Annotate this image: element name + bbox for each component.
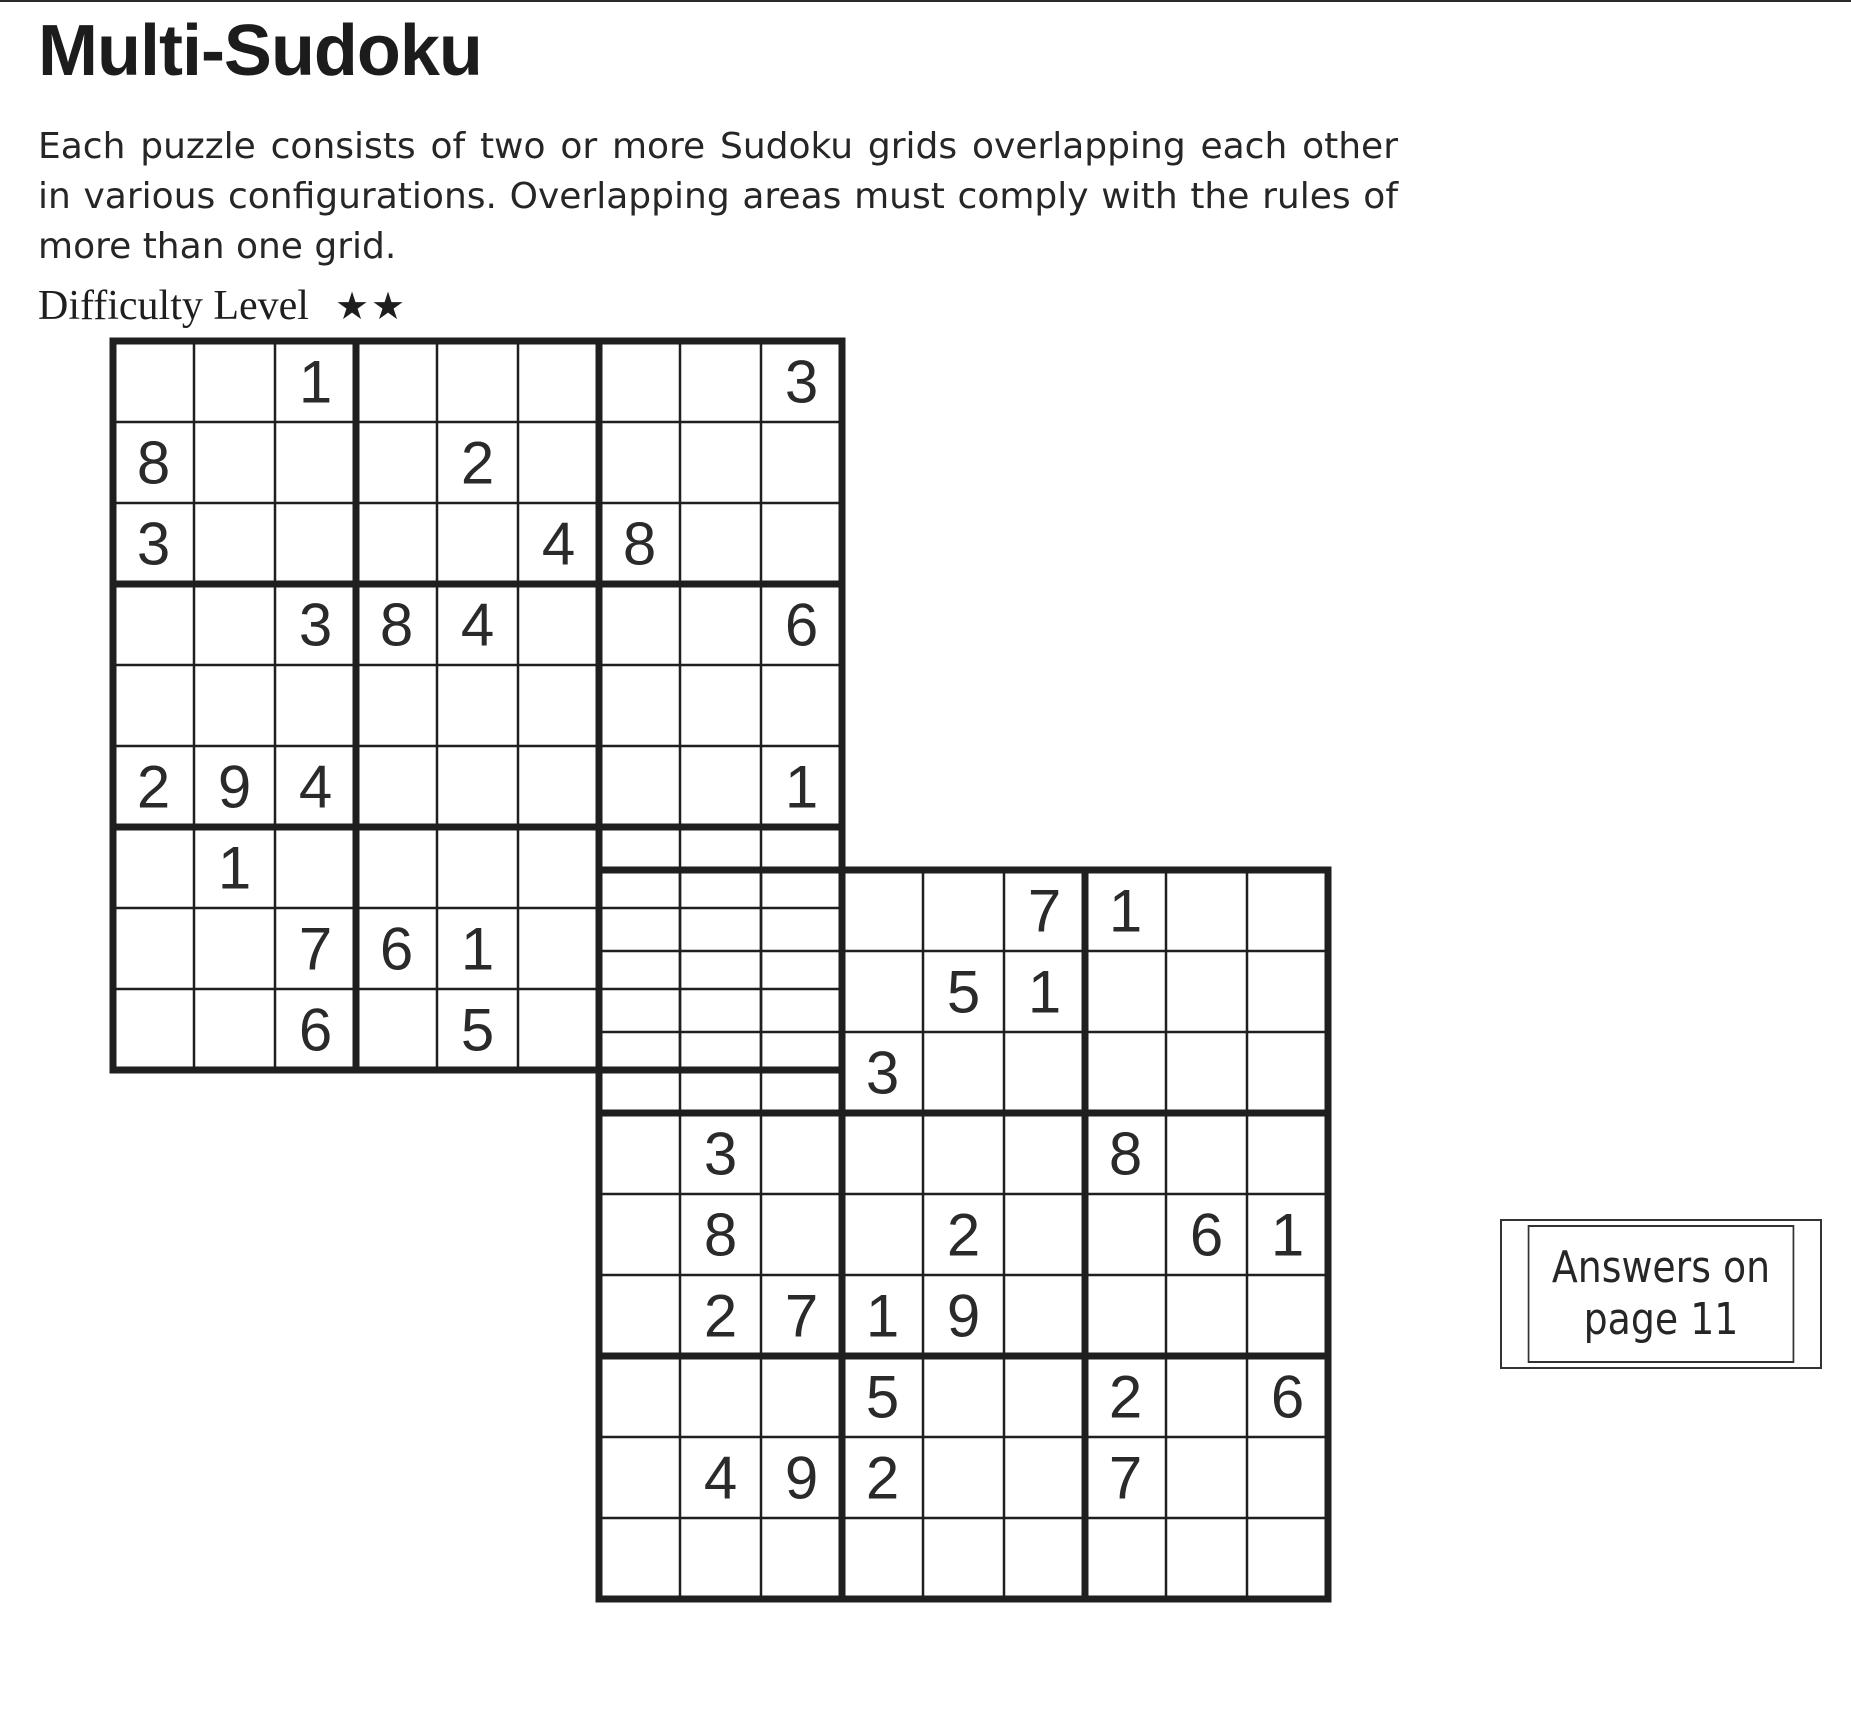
cell-given-digit: 9 bbox=[217, 753, 252, 821]
cell-given-digit: 2 bbox=[865, 1444, 900, 1512]
cell-given-digit: 7 bbox=[1108, 1444, 1143, 1512]
sudoku-grid-bottom-right bbox=[599, 870, 1328, 1599]
sudoku-grid-top-left bbox=[113, 341, 842, 1070]
cell-given-digit: 2 bbox=[136, 753, 171, 821]
cell-given-digit: 4 bbox=[298, 753, 333, 821]
cell-given-digit: 1 bbox=[1270, 1201, 1305, 1269]
cell-given-digit: 1 bbox=[865, 1282, 900, 1350]
cell-given-digit: 4 bbox=[541, 510, 576, 578]
cell-given-digit: 2 bbox=[703, 1282, 738, 1350]
cell-given-digit: 3 bbox=[703, 1120, 738, 1188]
cell-given-digit: 1 bbox=[298, 348, 333, 416]
cell-given-digit: 3 bbox=[298, 591, 333, 659]
cell-given-digit: 7 bbox=[298, 915, 333, 983]
page-title: Multi-Sudoku bbox=[38, 11, 482, 91]
answers-note bbox=[1500, 1219, 1822, 1369]
cell-given-digit: 3 bbox=[136, 510, 171, 578]
cell-given-digit: 9 bbox=[784, 1444, 819, 1512]
cell-given-digit: 2 bbox=[460, 429, 495, 497]
cell-given-digit: 4 bbox=[703, 1444, 738, 1512]
cell-given-digit: 6 bbox=[379, 915, 414, 983]
cell-given-digit: 2 bbox=[946, 1201, 981, 1269]
cell-given-digit: 1 bbox=[784, 753, 819, 821]
cell-given-digit: 6 bbox=[298, 996, 333, 1064]
cell-given-digit: 6 bbox=[1270, 1363, 1305, 1431]
answers-note-line2: page 11 bbox=[1583, 1294, 1739, 1345]
cell-given-digit: 1 bbox=[1027, 958, 1062, 1026]
cell-given-digit: 7 bbox=[1027, 877, 1062, 945]
cell-given-digit: 5 bbox=[946, 958, 981, 1026]
cell-given-digit: 1 bbox=[217, 834, 252, 902]
cell-given-digit: 4 bbox=[460, 591, 495, 659]
cell-given-digit: 6 bbox=[1189, 1201, 1224, 1269]
cell-given-digit: 2 bbox=[1108, 1363, 1143, 1431]
cell-given-digit: 5 bbox=[460, 996, 495, 1064]
cell-given-digit: 6 bbox=[784, 591, 819, 659]
cell-given-digit: 5 bbox=[865, 1363, 900, 1431]
cell-given-digit: 8 bbox=[1108, 1120, 1143, 1188]
cell-given-digit: 8 bbox=[622, 510, 657, 578]
cell-given-digit: 3 bbox=[784, 348, 819, 416]
cell-given-digit: 7 bbox=[784, 1282, 819, 1350]
cell-given-digit: 9 bbox=[946, 1282, 981, 1350]
cell-given-digit: 8 bbox=[703, 1201, 738, 1269]
cell-given-digit: 3 bbox=[865, 1039, 900, 1107]
answers-note-line1: Answers on bbox=[1551, 1242, 1771, 1293]
cell-given-digit: 8 bbox=[136, 429, 171, 497]
difficulty-label: Difficulty Level bbox=[38, 283, 309, 329]
puzzle-instructions: Each puzzle consists of two or more Sudoku grids overlapping each other in various configurations. Overlapping areas must comply with the rules of more than one grid. bbox=[38, 126, 1398, 267]
cell-given-digit: 1 bbox=[1108, 877, 1143, 945]
star-icon: ★★ bbox=[334, 284, 408, 328]
cell-given-digit: 1 bbox=[460, 915, 495, 983]
cell-given-digit: 8 bbox=[379, 591, 414, 659]
